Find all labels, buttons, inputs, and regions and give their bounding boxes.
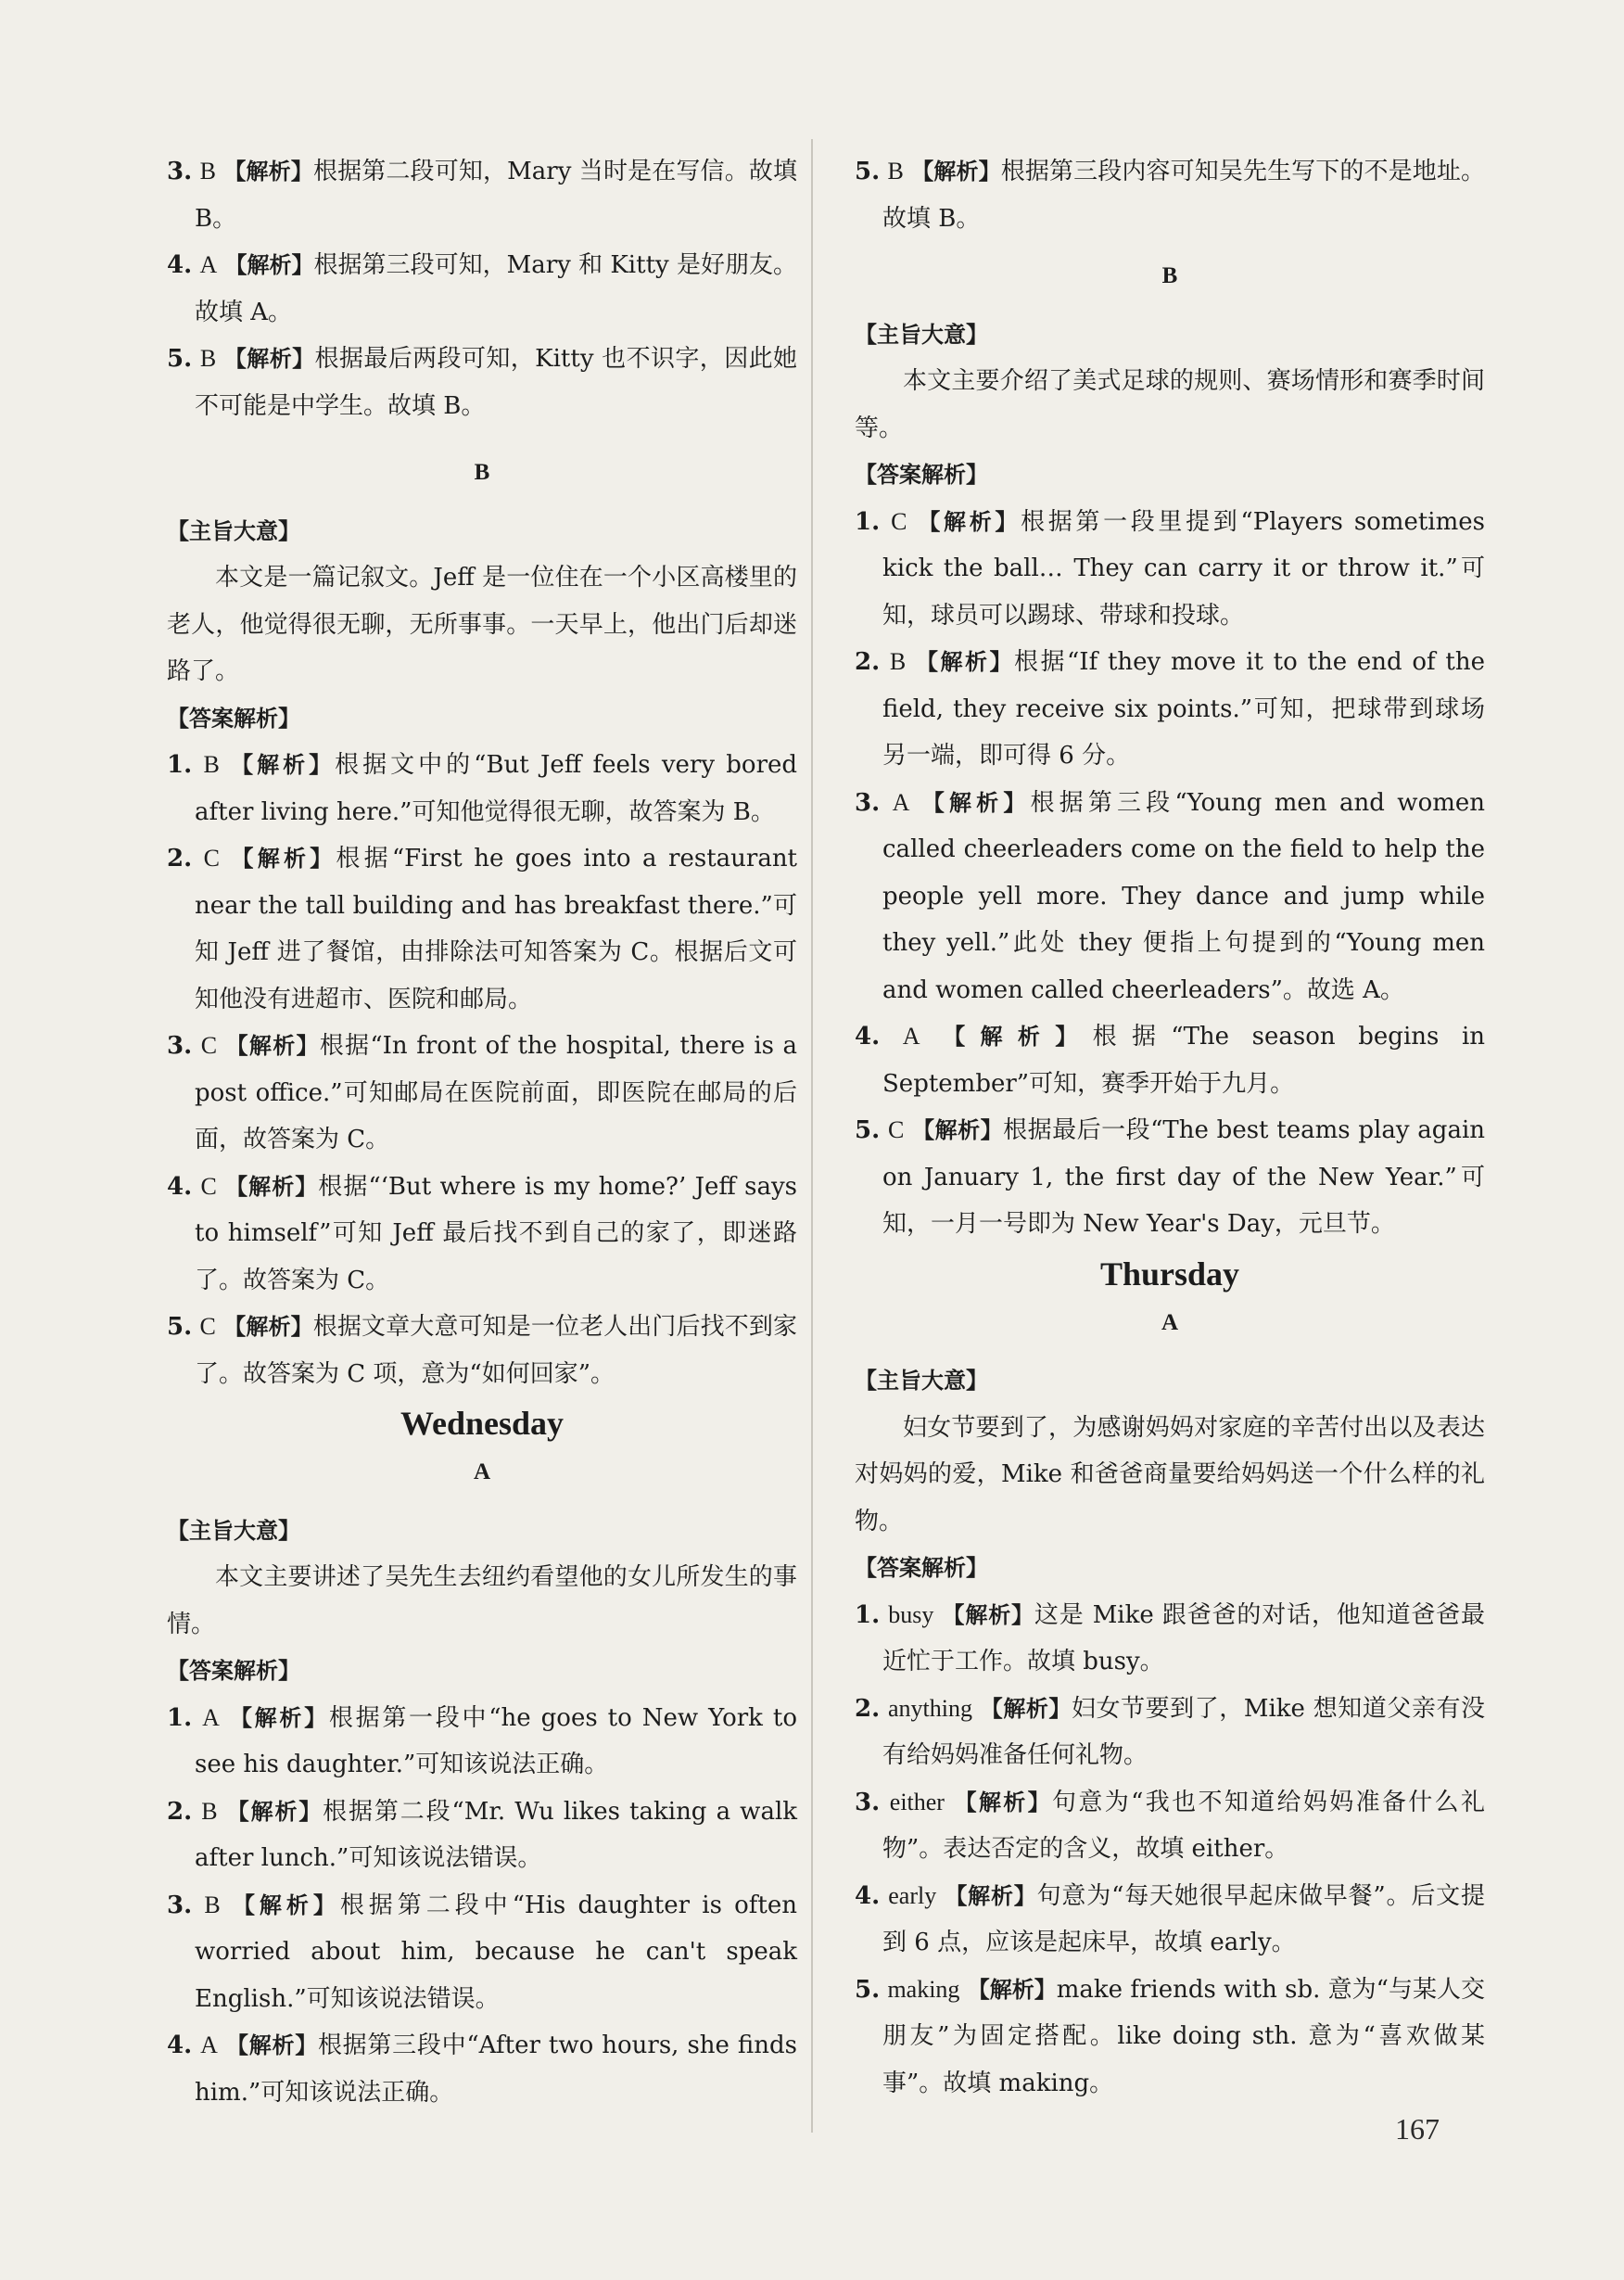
section-letter: A bbox=[473, 1459, 491, 1484]
section-letter: B bbox=[474, 460, 490, 485]
right-column bbox=[855, 148, 1485, 2107]
section-letter: B bbox=[1161, 263, 1178, 288]
left-column bbox=[167, 148, 797, 2116]
list-item: 3. A 【解析】根据第三段“Young men and women called cheerleaders come on the field to help the people yell more. They dance and jump while they yell.”此处 they 便指上句提到的“Young men and women called cheerleaders”。故选 A。 bbox=[855, 788, 1486, 1004]
list-item: 5. C 【解析】根据文章大意可知是一位老人出门后找不到家了。故答案为 C 项，意为“如何回家”。 bbox=[167, 1313, 798, 1388]
list-item: 2. C 【解析】根据“First he goes into a restaurant near the tall building and has breakfast there.”可知 Jeff 进了餐馆，由排除法可知答案为 C。根据后文可知他没有进超市、医院和邮局。 bbox=[167, 845, 798, 1013]
answers-heading: 【答案解析】 bbox=[855, 462, 988, 488]
list-item: 4. A 【解析】根据“The season begins in September”可知，赛季开始于九月。 bbox=[855, 1023, 1486, 1098]
main-idea-text: 本文是一篇记叙文。Jeff 是一位住在一个小区高楼里的老人，他觉得很无聊，无所事事。一天早上，他出门后却迷路了。 bbox=[167, 564, 797, 685]
page-number: 167 bbox=[1395, 2112, 1440, 2146]
list-item: 3. B 【解析】根据第二段中“His daughter is often worried about him, because he can't speak English.”可知该说法错误。 bbox=[167, 1891, 798, 2013]
main-idea-heading: 【主旨大意】 bbox=[855, 1368, 988, 1394]
list-item: 5. B 【解析】根据第三段内容可知吴先生写下的不是地址。故填 B。 bbox=[855, 158, 1486, 233]
main-idea-text: 本文主要介绍了美式足球的规则、赛场情形和赛季时间等。 bbox=[855, 367, 1485, 442]
list-item: 3. C 【解析】根据“In front of the hospital, there is a post office.”可知邮局在医院前面，即医院在邮局的后面，故答案为 C。 bbox=[167, 1032, 798, 1153]
list-item: 1. C 【解析】根据第一段里提到“Players sometimes kick the ball… They can carry it or throw it.”可知，球员可以踢球、带球和投球。 bbox=[855, 507, 1485, 630]
answers-heading: 【答案解析】 bbox=[167, 705, 300, 732]
answers-heading: 【答案解析】 bbox=[167, 1658, 300, 1684]
main-idea-heading: 【主旨大意】 bbox=[855, 321, 988, 348]
main-idea-heading: 【主旨大意】 bbox=[167, 1517, 300, 1544]
list-item: 1. A 【解析】根据第一段中“he goes to New York to see his daughter.”可知该说法正确。 bbox=[167, 1703, 797, 1778]
list-item: 3. either 【解析】句意为“我也不知道给妈妈准备什么礼物”。表达否定的含义，故填 either。 bbox=[855, 1788, 1486, 1863]
main-idea-text: 妇女节要到了，为感谢妈妈对家庭的辛苦付出以及表达对妈妈的爱，Mike 和爸爸商量要给妈妈送一个什么样的礼物。 bbox=[855, 1413, 1485, 1535]
list-item: 2. B 【解析】根据“If they move it to the end of the field, they receive six points.”可知，把球带到球场另一端，即可得 6 分。 bbox=[855, 648, 1485, 770]
list-item: 2. B 【解析】根据第二段“Mr. Wu likes taking a walk after lunch.”可知该说法错误。 bbox=[167, 1797, 798, 1872]
list-item: 2. anything 【解析】妇女节要到了，Mike 想知道父亲有没有给妈妈准备任何礼物。 bbox=[855, 1694, 1485, 1769]
list-item: 4. C 【解析】根据“‘But where is my home?’ Jeff says to himself”可知 Jeff 最后找不到自己的家了，即迷路了。故答案为 C。 bbox=[167, 1172, 798, 1294]
list-item: 5. making 【解析】make friends with sb. 意为“与某人交朋友”为固定搭配。like doing sth. 意为“喜欢做某事”。故填 making。 bbox=[855, 1975, 1486, 2097]
section-letter: A bbox=[1161, 1309, 1179, 1335]
main-idea-text: 本文主要讲述了吴先生去纽约看望他的女儿所发生的事情。 bbox=[167, 1563, 797, 1638]
day-title-thursday: Thursday bbox=[1099, 1255, 1240, 1293]
column-divider bbox=[811, 139, 813, 2133]
list-item: 5. B 【解析】根据最后两段可知，Kitty 也不识字，因此她不可能是中学生。故填 B。 bbox=[167, 345, 798, 420]
list-item: 3. B 【解析】根据第二段可知，Mary 当时是在写信。故填 B。 bbox=[167, 158, 798, 233]
main-idea-heading: 【主旨大意】 bbox=[167, 517, 300, 544]
list-item: 4. early 【解析】句意为“每天她很早起床做早餐”。后文提到 6 点，应该是起床早，故填 early。 bbox=[855, 1881, 1486, 1956]
list-item: 5. C 【解析】根据最后一段“The best teams play again on January 1, the first day of the New Year.”可知，一月一号即为 New Year's Day，元旦节。 bbox=[855, 1116, 1486, 1238]
answers-heading: 【答案解析】 bbox=[855, 1555, 988, 1581]
list-item: 1. B 【解析】根据文中的“But Jeff feels very bored after living here.”可知他觉得很无聊，故答案为 B。 bbox=[167, 751, 798, 826]
list-item: 4. A 【解析】根据第三段中“After two hours, she finds him.”可知该说法正确。 bbox=[167, 2032, 798, 2107]
list-item: 1. busy 【解析】这是 Mike 跟爸爸的对话，他知道爸爸最近忙于工作。故填 busy。 bbox=[855, 1600, 1486, 1675]
day-title-wednesday: Wednesday bbox=[400, 1405, 565, 1442]
list-item: 4. A 【解析】根据第三段可知，Mary 和 Kitty 是好朋友。故填 A。 bbox=[167, 251, 798, 326]
